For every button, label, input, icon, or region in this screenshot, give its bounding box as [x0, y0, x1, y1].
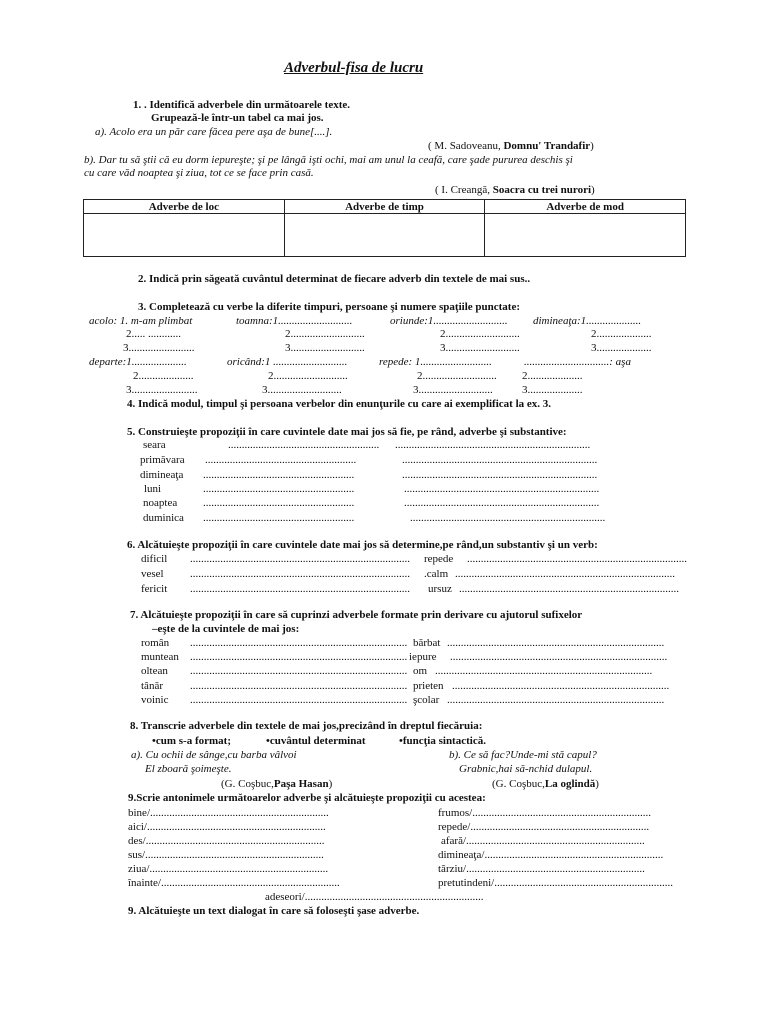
source-close: ): [591, 184, 595, 196]
ex9-dots: .................................................................: [484, 849, 664, 861]
ex9-left-word: ziua/: [128, 863, 150, 875]
ex9-right-row: [438, 807, 651, 820]
source-work: Domnu' Trandafir: [503, 140, 591, 152]
ex7-right-word: bărbat: [413, 637, 441, 649]
ex3-cell: 2....................: [133, 370, 194, 382]
ex3-cell: 3...........................: [413, 384, 493, 396]
ex9-right-word: dimineaţa/: [438, 849, 485, 861]
ex3-cell: 2...........................: [285, 328, 365, 340]
ex8-bullet: •funcţia sintactică.: [399, 735, 486, 747]
ex10-heading: 9. Alcătuieşte un text dialogat în care să foloseşti şase adverbe.: [128, 905, 420, 917]
ex3-cell: 2..... ............: [126, 328, 181, 340]
ex5-word: noaptea: [143, 497, 178, 509]
page-title: Adverbul-fisa de lucru: [284, 60, 424, 76]
source-work: Paşa Hasan: [273, 778, 329, 790]
ex3-cell: 3....................: [522, 384, 583, 396]
ex3-cell: oricând:1 ...........................: [227, 356, 348, 368]
ex9-heading: 9.Scrie antonimele următoarelor adverbe şi alcătuieşte propoziţii cu acestea:: [128, 792, 486, 804]
ex5-word: duminica: [143, 512, 184, 524]
ex9-dots: .................................................................: [150, 807, 329, 819]
ex5-dots-right: .......................................................................: [402, 469, 598, 481]
ex8-bullet: •cuvântul determinat: [266, 735, 366, 747]
ex9-last-word: adeseori/: [265, 891, 305, 903]
ex9-left-word: înainte/: [128, 877, 161, 889]
ex9-left-row: [128, 835, 324, 848]
ex9-left-word: des/: [128, 835, 146, 847]
ex3-cell: 2....................: [591, 328, 652, 340]
ex8-bullet: •cum s-a format;: [152, 735, 231, 747]
ex3-cell: 2....................: [522, 370, 583, 382]
ex9-dots: .................................................................: [304, 891, 484, 903]
ex5-word: luni: [144, 483, 162, 495]
source-author: (G. Coşbuc,: [221, 778, 274, 790]
ex6-dots: ................................................................................: [455, 568, 675, 580]
ex8-text-a-line1: a). Cu ochii de sânge,cu barba vâlvoi: [131, 749, 297, 761]
ex3-heading: 3. Completează cu verbe la diferite timpuri, persoane şi numere spaţiile punctate:: [138, 301, 520, 313]
ex3-cell: departe:1....................: [89, 356, 187, 368]
ex3-cell: toamna:1...........................: [236, 315, 353, 327]
ex9-right-row: [441, 835, 645, 848]
ex7-left-word: voinic: [141, 694, 169, 706]
ex5-dots-right: .......................................................................: [404, 497, 600, 509]
table-header-loc: Adverbe de loc: [84, 200, 285, 214]
ex3-cell: 2...........................: [440, 328, 520, 340]
table-row: [84, 214, 686, 257]
ex9-right-row: [438, 863, 645, 876]
ex7-right-word: şcolar: [413, 694, 440, 706]
ex9-dots: .................................................................: [466, 863, 645, 875]
ex8-text-b-line2: Grabnic,hai să-nchid dulapul.: [459, 763, 593, 775]
ex3-cell: dimineaţa:1....................: [533, 315, 642, 327]
ex7-dots: ...............................................................................: [452, 680, 670, 692]
ex5-dots-right: .......................................................................: [404, 483, 600, 495]
ex9-dots: .................................................................: [145, 849, 324, 861]
table-cell-mod[interactable]: [485, 214, 686, 257]
ex9-dots: .................................................................: [161, 877, 340, 889]
ex8-heading: 8. Transcrie adverbele din textele de mai jos,precizând în dreptul fiecăruia:: [130, 720, 483, 732]
ex3-cell: 3........................: [126, 384, 198, 396]
ex9-left-word: bine/: [128, 807, 150, 819]
ex5-word: dimineaţa: [140, 469, 184, 481]
ex7-dots: ...............................................................................: [435, 665, 653, 677]
ex5-word: primăvara: [140, 454, 185, 466]
ex7-right-word: om: [413, 665, 428, 677]
ex8-source-a: [221, 778, 332, 791]
table-cell-timp[interactable]: [284, 214, 485, 257]
ex9-right-word: frumos/: [438, 807, 473, 819]
ex7-dots: ...............................................................................: [190, 665, 408, 677]
ex1-heading-line2: Grupează-le într-un tabel ca mai jos.: [151, 112, 324, 124]
ex7-dots: ...............................................................................: [190, 651, 408, 663]
source-author: (G. Coşbuc,: [492, 778, 545, 790]
ex9-right-row: [438, 849, 663, 862]
ex9-dots: .................................................................: [149, 863, 329, 875]
ex7-heading-line1: 7. Alcătuieşte propoziţii în care să cuprinzi adverbele formate prin derivare cu ajutorul sufixelor: [130, 609, 583, 621]
ex5-dots-left: .......................................................: [203, 483, 355, 495]
ex9-right-word: afară/: [441, 835, 467, 847]
ex6-right-word: ursuz: [428, 583, 452, 595]
ex8-source-b: [492, 778, 599, 791]
ex3-cell: 3...........................: [262, 384, 342, 396]
source-close: ): [595, 778, 599, 790]
source-close: ): [328, 778, 333, 790]
ex6-dots: ................................................................................: [459, 583, 679, 595]
ex7-dots: ...............................................................................: [190, 694, 408, 706]
ex3-cell: 3...........................: [440, 342, 520, 354]
ex6-left-word: vesel: [141, 568, 164, 580]
ex9-left-row: [128, 877, 340, 890]
ex6-dots: ................................................................................: [467, 553, 687, 565]
ex5-word: seara: [143, 439, 166, 451]
ex9-dots: .................................................................: [470, 821, 650, 833]
ex9-dots: .................................................................: [472, 807, 651, 819]
ex6-dots: ................................................................................: [190, 583, 410, 595]
ex1-heading-line1: 1. . Identifică adverbele din următoarele texte.: [133, 99, 351, 111]
ex9-last-row: [265, 891, 483, 904]
ex5-dots-left: .......................................................: [228, 439, 380, 451]
ex9-dots: .................................................................: [145, 835, 325, 847]
ex7-left-word: muntean: [141, 651, 179, 663]
ex9-dots: .................................................................: [466, 835, 645, 847]
source-author: ( M. Sadoveanu,: [428, 140, 504, 152]
ex9-right-row: [438, 877, 673, 890]
ex9-left-row: [128, 863, 328, 876]
adverb-table: [83, 199, 686, 257]
ex3-cell: 2...........................: [268, 370, 348, 382]
ex1-source-b: [435, 184, 595, 197]
ex1-text-b-line2: cu care văd noaptea şi ziua, tot ce se face prin casă.: [84, 167, 314, 179]
table-cell-loc[interactable]: [84, 214, 285, 257]
ex9-dots: .................................................................: [494, 877, 673, 889]
ex9-left-word: sus/: [128, 849, 146, 861]
ex7-heading-line2: –eşte de la cuvintele de mai jos:: [152, 623, 300, 635]
source-work: La oglindă: [544, 778, 596, 790]
table-header-row: [84, 200, 686, 214]
ex3-cell: oriunde:1...........................: [390, 315, 508, 327]
source-work: Soacra cu trei nurori: [492, 184, 592, 196]
ex6-dots: ................................................................................: [190, 568, 410, 580]
ex9-left-row: [128, 821, 326, 834]
ex5-dots-right: .......................................................................: [410, 512, 606, 524]
ex9-right-word: repede/: [438, 821, 471, 833]
ex5-dots-right: .......................................................................: [402, 454, 598, 466]
ex4-heading: 4. Indică modul, timpul şi persoana verbelor din enunţurile cu care ai exemplificat la ex. 3.: [127, 398, 552, 410]
ex5-dots-right: .......................................................................: [395, 439, 591, 451]
ex7-dots: ...............................................................................: [450, 651, 668, 663]
ex3-cell: 3...........................: [285, 342, 365, 354]
ex7-dots: ...............................................................................: [447, 694, 665, 706]
ex6-left-word: dificil: [141, 553, 168, 565]
ex2-heading: 2. Indică prin săgeată cuvântul determinat de fiecare adverb din textele de mai sus..: [138, 273, 531, 285]
ex9-dots: .................................................................: [146, 821, 326, 833]
ex5-dots-left: .......................................................: [205, 454, 357, 466]
ex7-dots: ...............................................................................: [190, 680, 408, 692]
ex6-dots: ................................................................................: [190, 553, 410, 565]
ex3-cell: 2...........................: [417, 370, 497, 382]
ex9-left-row: [128, 849, 324, 862]
ex9-left-row: [128, 807, 329, 820]
ex7-right-word: iepure: [409, 651, 437, 663]
ex7-dots: ...............................................................................: [190, 637, 408, 649]
ex3-cell: 3........................: [123, 342, 195, 354]
source-author: ( I. Creangă,: [435, 184, 493, 196]
ex9-right-row: [438, 821, 649, 834]
ex6-left-word: fericit: [141, 583, 168, 595]
source-close: ): [590, 140, 594, 152]
ex1-source-a: [428, 140, 594, 153]
ex6-heading: 6. Alcătuieşte propoziţii în care cuvintele date mai jos să determine,pe rând,un substantiv şi un verb:: [127, 539, 598, 551]
ex9-left-word: aici/: [128, 821, 147, 833]
table-header-mod: Adverbe de mod: [485, 200, 686, 214]
ex8-text-a-line2: El zboară şoimeşte.: [145, 763, 232, 775]
ex9-right-word: pretutindeni/: [438, 877, 495, 889]
ex3-cell: repede: 1..........................: [379, 356, 492, 368]
ex7-right-word: prieten: [413, 680, 444, 692]
ex5-heading: 5. Construieşte propoziţii în care cuvintele date mai jos să fie, pe rând, adverbe şi substantive:: [127, 426, 567, 438]
ex3-cell: 3....................: [591, 342, 652, 354]
ex3-cell: acolo: 1. m-am plimbat: [89, 315, 193, 327]
ex1-text-a: a). Acolo era un păr care făcea pere aşa de bune[....].: [95, 126, 333, 138]
ex9-right-word: târziu/: [438, 863, 467, 875]
ex6-right-word: .calm: [424, 568, 449, 580]
ex7-left-word: oltean: [141, 665, 168, 677]
ex3-cell: ...............................: aşa: [524, 356, 631, 368]
ex8-text-b-line1: b). Ce să fac?Unde-mi stă capul?: [449, 749, 597, 761]
ex5-dots-left: .......................................................: [203, 469, 355, 481]
ex5-dots-left: .......................................................: [203, 512, 355, 524]
ex1-text-b-line1: b). Dar tu să ştii că eu dorm iepureşte; şi pe lângă işti ochi, mai am unul la ceafă, care şade pururea deschis şi: [84, 154, 573, 166]
ex7-left-word: român: [141, 637, 170, 649]
ex7-left-word: tânăr: [141, 680, 163, 692]
table-header-timp: Adverbe de timp: [284, 200, 485, 214]
ex7-dots: ...............................................................................: [447, 637, 665, 649]
ex5-dots-left: .......................................................: [203, 497, 355, 509]
ex6-right-word: repede: [424, 553, 454, 565]
